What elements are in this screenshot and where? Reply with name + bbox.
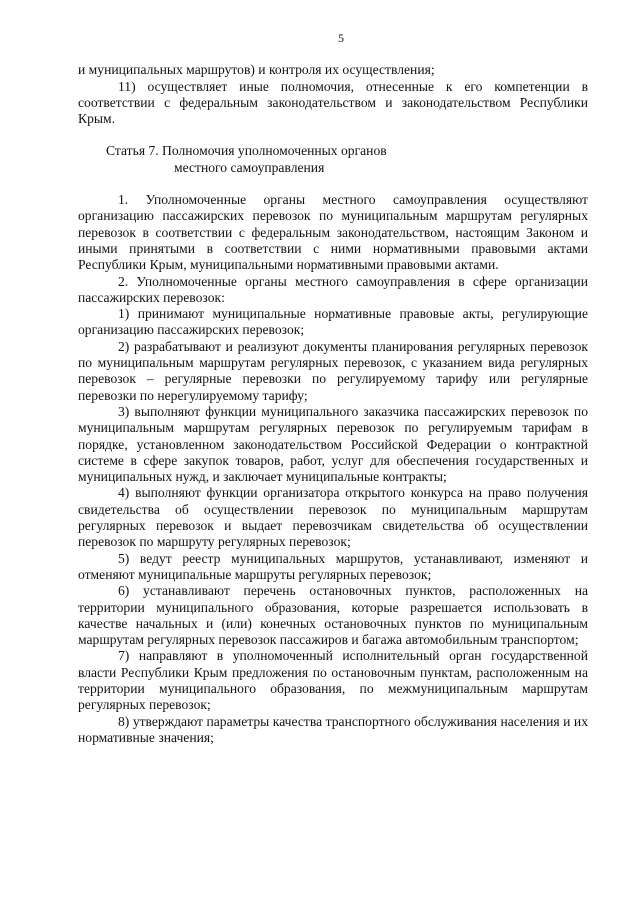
list-item-7: 7) направляют в уполномоченный исполнительный орган государственной власти Республики Крым предложения по остановочным пунктам, расположенным на территории муниципального образования, по межмуниципальным маршрутам регулярных перевозок; [78,648,588,713]
list-item-4: 4) выполняют функции организатора открытого конкурса на право получения свидетельства об осуществлении перевозок по муниципальным маршрутам регулярных перевозок и выдает перевозчикам свидетельства об осуществлении перевозок по маршруту регулярных перевозок; [78,485,588,550]
list-item-5: 5) ведут реестр муниципальных маршрутов, устанавливают, изменяют и отменяют муниципальные маршруты регулярных перевозок; [78,550,588,582]
list-item-8: 8) утверждают параметры качества транспортного обслуживания населения и их нормативные значения; [78,713,588,745]
document-page [78,30,588,746]
list-item-1: 1) принимают муниципальные нормативные правовые акты, регулирующие организацию пассажирских перевозок; [78,306,588,338]
article-title-line-2: местного самоуправления [174,159,325,175]
page-number: 5 [338,31,344,45]
article-title-line-1: Статья 7. Полномочия уполномоченных органов [106,143,387,159]
list-item-2: 2) разрабатывают и реализуют документы планирования регулярных перевозок по муниципальным маршрутам регулярных перевозок, с указанием вида регулярных перевозок – регулярные перевозки по регулируемому тарифу или регулярные перевозки по нерегулируемому тарифу; [78,338,588,403]
paragraph-continuation: и муниципальных маршрутов) и контроля их осуществления; [78,62,435,78]
paragraph-item-11: 11) осуществляет иные полномочия, отнесенные к его компетенции в соответствии с федеральным законодательством и законодательством Республики Крым. [78,78,588,127]
article-heading [106,143,588,176]
list-item-3: 3) выполняют функции муниципального заказчика пассажирских перевозок по муниципальным маршрутам регулярных перевозок по регулируемым тарифам в порядке, установленном законодательством Российской Федерации о контрактной системе в сфере закупок товаров, работ, услуг для обеспечения государственных и муниципальных нужд, и заключает муниципальные контракты; [78,403,588,485]
list-item-6: 6) устанавливают перечень остановочных пунктов, расположенных на территории муниципального образования, которые разрешается использовать в качестве начальных и (или) конечных остановочных пунктов по муниципальным маршрутам регулярных перевозок пассажиров и багажа автомобильным транспортом; [78,583,588,648]
paragraph-1: 1. Уполномоченные органы местного самоуправления осуществляют организацию пассажирских перевозок по муниципальным маршрутам регулярных перевозок в соответствии с федеральным законодательством, настоящим Законом и иными принятыми в соответствии с ними нормативными правовыми актами Республики Крым, муниципальными нормативными правовыми актами. [78,192,588,273]
paragraph-2: 2. Уполномоченные органы местного самоуправления в сфере организации пассажирских перевозок: [78,273,588,305]
